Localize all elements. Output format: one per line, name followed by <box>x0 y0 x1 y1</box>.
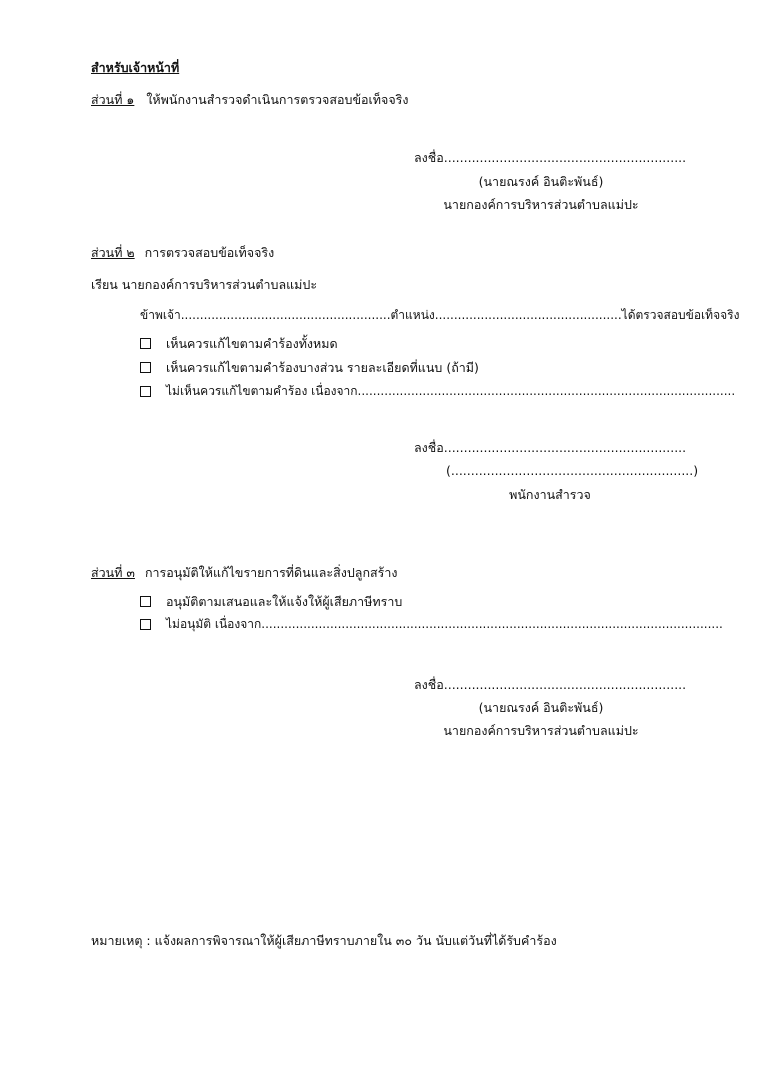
section-3-signature-line: ลงชื่อ............................................................. <box>414 677 687 692</box>
option-approve-partial-label: เห็นควรแก้ไขตามคำร้องบางส่วน รายละเอียดที่แนบ (ถ้ามี) <box>166 360 479 375</box>
section-2-name-blank: (.............................................................) <box>446 463 699 478</box>
section-1-signer-position: นายกองค์การบริหารส่วนตำบลแม่ปะ <box>443 197 639 212</box>
section-2-heading <box>91 245 274 260</box>
option-reject-label: ไม่เห็นควรแก้ไขตามคำร้อง เนื่องจาก................................................................................................... <box>166 384 736 398</box>
section-3-label: ส่วนที่ ๓ <box>91 565 135 580</box>
section-3-signer-name: (นายณรงค์ อินติะพันธ์) <box>478 700 604 715</box>
section-1-signature-line: ลงชื่อ............................................................. <box>414 150 687 165</box>
section-3-signer-position: นายกองค์การบริหารส่วนตำบลแม่ปะ <box>443 723 639 738</box>
section-2-signer-role: พนักงานสำรวจ <box>509 487 591 502</box>
section-1-text: ให้พนักงานสำรวจดำเนินการตรวจสอบข้อเท็จจริง <box>146 92 409 107</box>
section-2-text: การตรวจสอบข้อเท็จจริง <box>144 245 275 260</box>
footnote: หมายเหตุ : แจ้งผลการพิจารณาให้ผู้เสียภาษีทราบภายใน ๓๐ วัน นับแต่วันที่ได้รับคำร้อง <box>91 933 557 948</box>
section-3-heading <box>91 565 398 580</box>
section-3-text: การอนุมัติให้แก้ไขรายการที่ดินและสิ่งปลูกสร้าง <box>144 565 398 580</box>
section-2-signature-line: ลงชื่อ............................................................. <box>414 440 687 455</box>
option-approve-all-label: เห็นควรแก้ไขตามคำร้องทั้งหมด <box>166 336 338 351</box>
option-approve-checkbox[interactable] <box>140 596 151 607</box>
option-approve-partial-checkbox[interactable] <box>140 362 151 373</box>
salutation: เรียน นายกองค์การบริหารส่วนตำบลแม่ปะ <box>91 277 318 292</box>
option-disapprove-checkbox[interactable] <box>140 619 151 630</box>
section-1-label: ส่วนที่ ๑ <box>91 92 135 107</box>
option-reject-checkbox[interactable] <box>140 386 151 397</box>
page-title: สำหรับเจ้าหน้าที่ <box>91 60 180 75</box>
option-approve-label: อนุมัติตามเสนอและให้แจ้งให้ผู้เสียภาษีทราบ <box>166 594 403 609</box>
section-1-heading <box>91 92 408 107</box>
option-approve-all-checkbox[interactable] <box>140 338 151 349</box>
section-1-signer-name: (นายณรงค์ อินติะพันธ์) <box>478 174 604 189</box>
inspector-statement: ข้าพเจ้า.......................................................ตำแหน่ง.................................................ได้ตรวจสอบข้อเท็จจริง <box>140 308 740 322</box>
section-2-label: ส่วนที่ ๒ <box>91 245 135 260</box>
option-disapprove-label: ไม่อนุมัติ เนื่องจาก......................................................................................................................... <box>166 617 723 631</box>
